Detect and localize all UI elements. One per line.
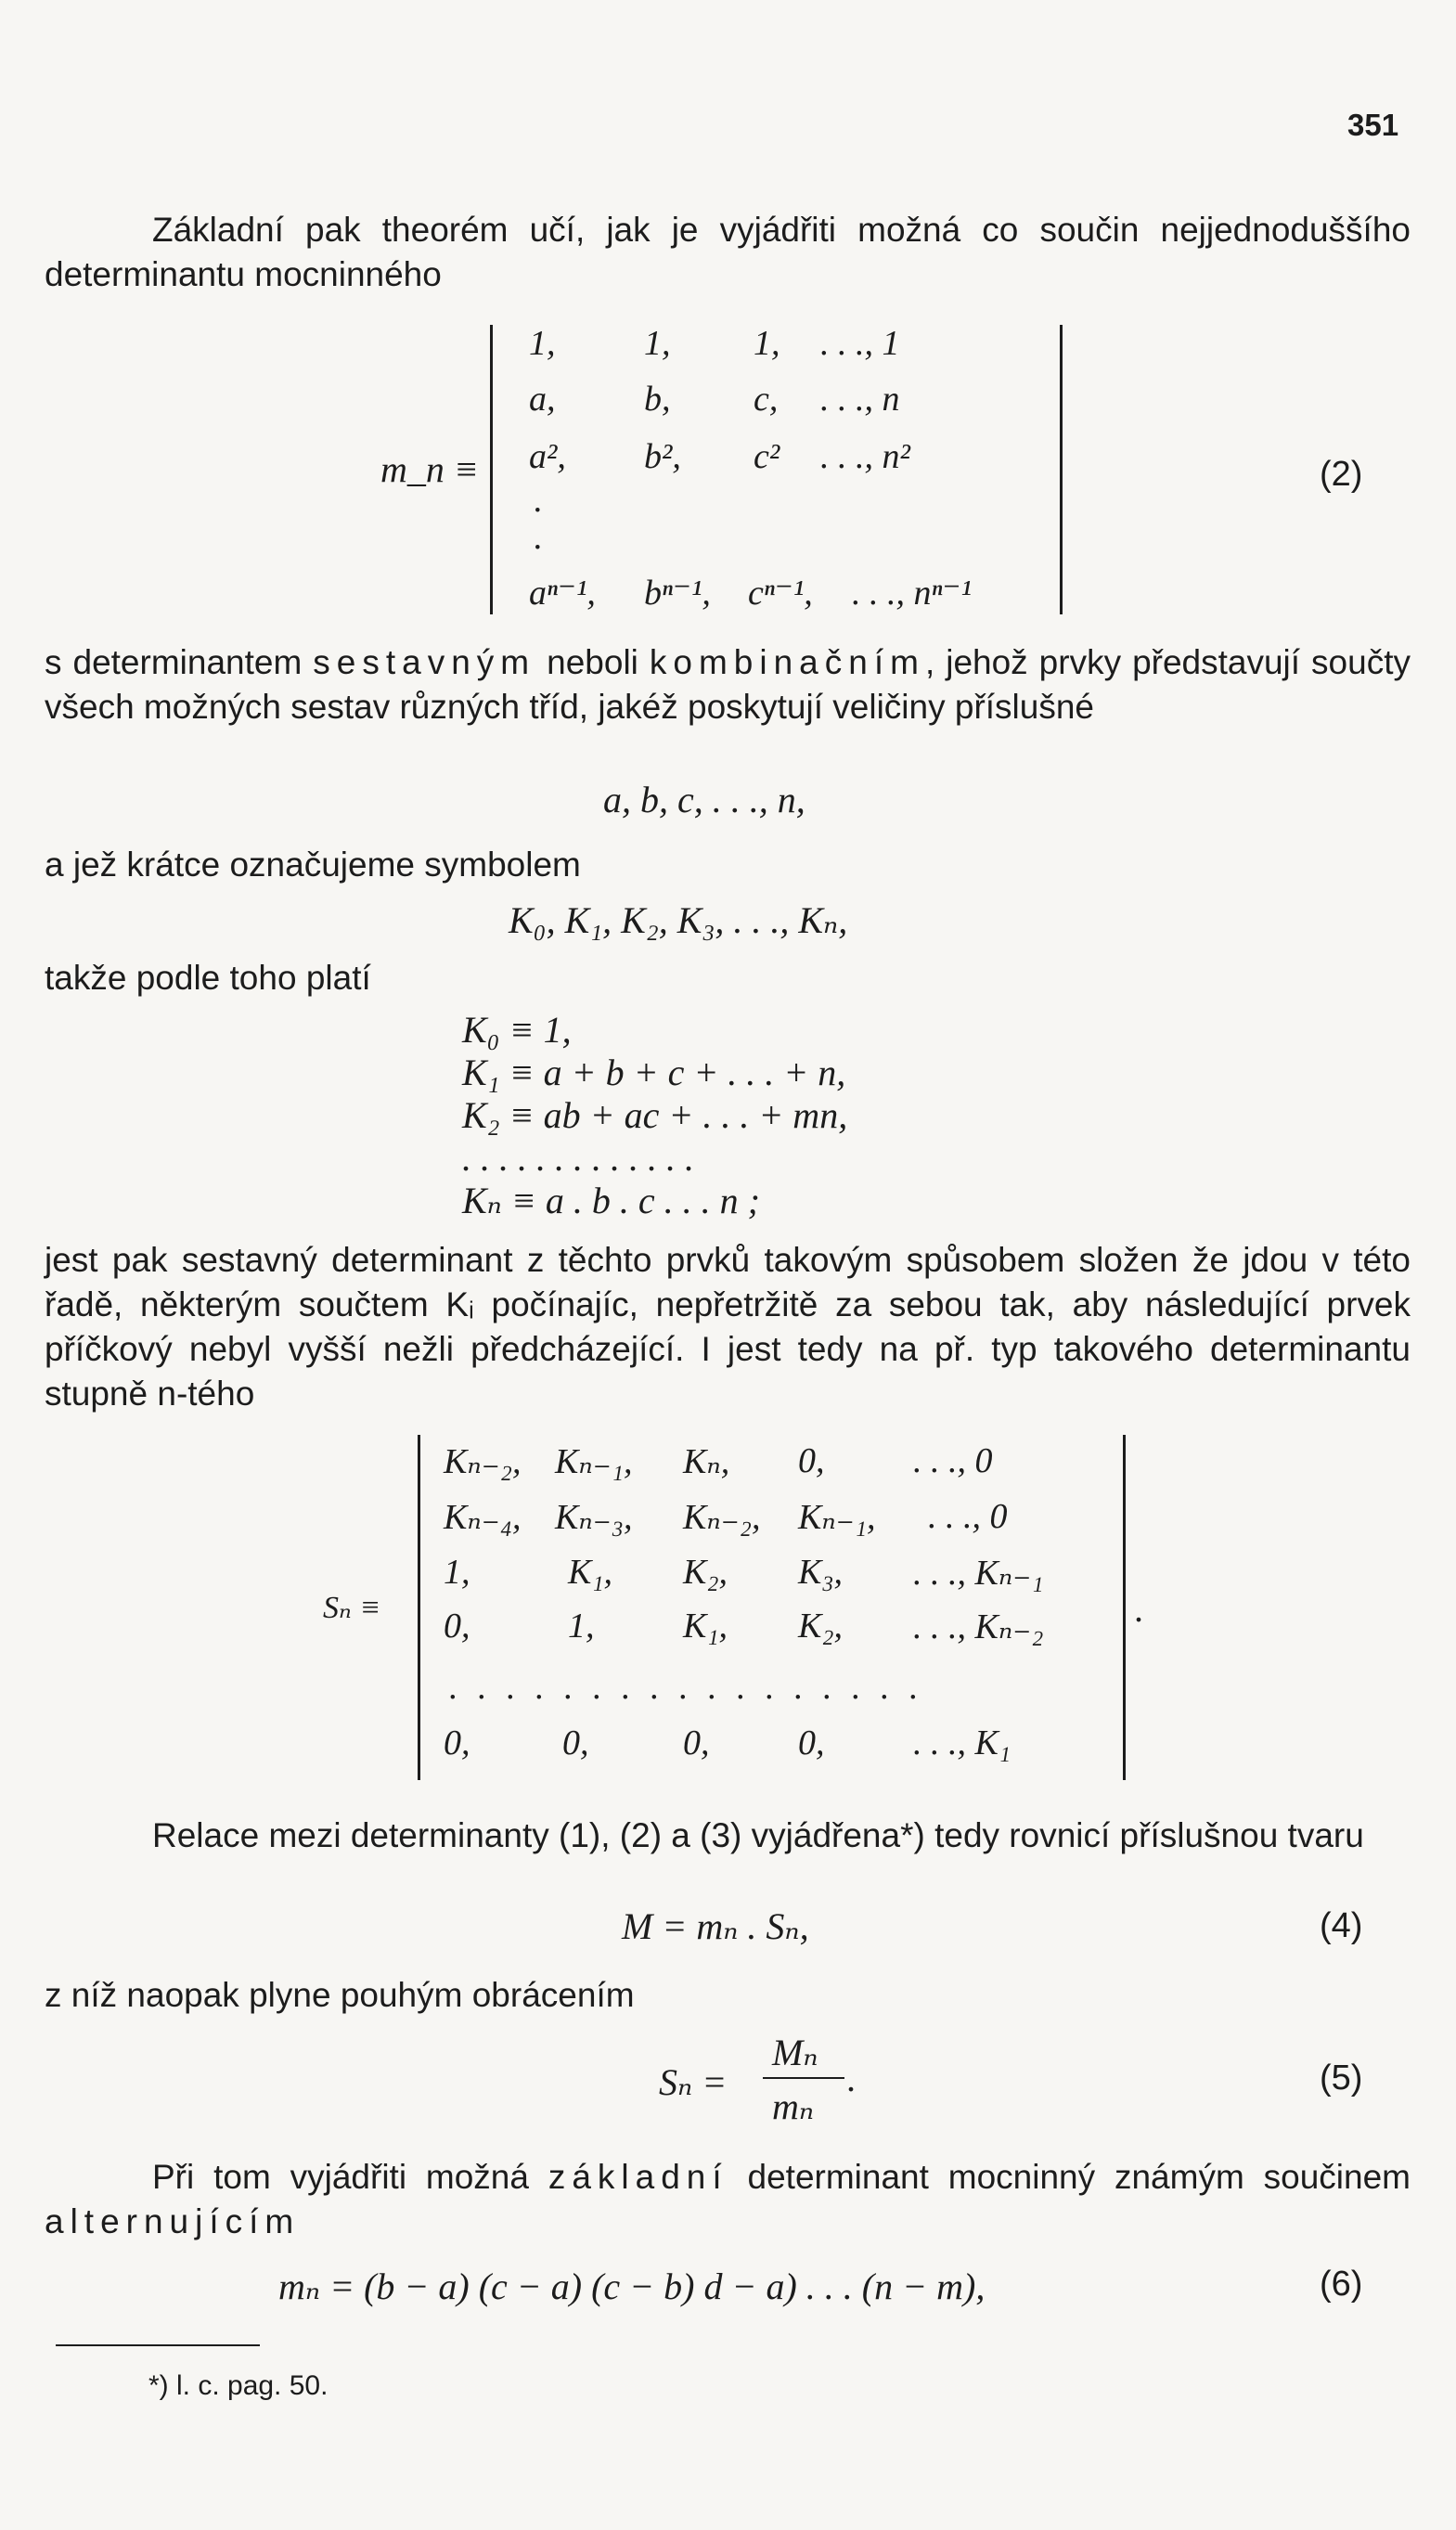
det-S-trailing-period: . [1134, 1588, 1143, 1630]
det-S-cell: . . ., Kₙ₋₂ [913, 1607, 1044, 1646]
det-S-left-bar [418, 1435, 420, 1780]
det-m-left-bar [490, 325, 493, 614]
paragraph-takze: takže podle toho platí [45, 959, 371, 997]
eq5-numerator: Mₙ [772, 2032, 818, 2073]
det-S-cell: K₁, [683, 1607, 728, 1646]
det-S-cell: Kₙ, [683, 1442, 730, 1481]
det-m-lhs: m_n ≡ [380, 448, 479, 490]
footnote-rule [56, 2344, 260, 2346]
det-m-cell: bⁿ⁻¹, [644, 574, 711, 613]
det-S-cell: K₂, [798, 1607, 844, 1646]
det-S-cell: Kₙ₋₂, [683, 1498, 761, 1537]
K-def-2: K₂ ≡ ab + ac + . . . + mn, [462, 1094, 848, 1136]
det-S-cell: 0, [562, 1723, 589, 1762]
paragraph-obracenim: z níž naopak plyne pouhým obrácením [45, 1976, 635, 2014]
equation-number-4: (4) [1320, 1906, 1363, 1945]
det-S-cell: . . ., 0 [913, 1441, 993, 1480]
det-m-cell: a², [529, 437, 566, 476]
K-def-1: K₁ ≡ a + b + c + . . . + n, [462, 1052, 846, 1093]
det-m-vdot: · [533, 528, 542, 567]
det-m-cell: . . ., 1 [820, 324, 900, 363]
det-S-cell: 0, [444, 1607, 470, 1646]
eq5-denominator: mₙ [772, 2085, 815, 2127]
det-m-cell: 1, [644, 324, 671, 363]
det-m-cell: 1, [529, 324, 556, 363]
para8-text-a: Při tom vyjádřiti možná [152, 2158, 548, 2196]
paragraph-symbol: a jež krátce označujeme symbolem [45, 845, 581, 884]
det-m-cell: . . ., n² [820, 437, 910, 476]
para2-spaced-sestavnym: sestavným [313, 643, 536, 681]
det-m-right-bar [1060, 325, 1063, 614]
det-m-cell: b², [644, 437, 681, 476]
equation-number-5: (5) [1320, 2059, 1363, 2098]
eq5-trailing-period: . [846, 2058, 856, 2099]
equation-number-6: (6) [1320, 2265, 1363, 2304]
det-S-cell: K₃, [798, 1553, 844, 1592]
det-S-lhs: Sₙ ≡ [323, 1591, 381, 1625]
det-S-right-bar [1123, 1435, 1126, 1780]
det-m-cell: cⁿ⁻¹, [748, 574, 813, 613]
variables-list: a, b, c, . . ., n, [603, 779, 805, 820]
det-S-cell: 0, [444, 1723, 470, 1762]
det-S-cell: . . ., K₁ [913, 1723, 1011, 1762]
det-S-cell: K₁, [568, 1553, 613, 1592]
eq5-lhs: Sₙ = [659, 2061, 728, 2103]
det-m-cell: c² [754, 437, 780, 476]
det-S-cell: Kₙ₋₁, [798, 1498, 876, 1537]
det-S-cell: Kₙ₋₄, [444, 1498, 522, 1537]
equation-4: M = mₙ . Sₙ, [622, 1905, 809, 1947]
det-S-cell: 1, [568, 1607, 595, 1646]
det-m-cell: 1, [754, 324, 780, 363]
det-S-cell: 0, [683, 1723, 710, 1762]
det-S-cell: K₂, [683, 1553, 728, 1592]
det-S-cell: Kₙ₋₂, [444, 1442, 522, 1481]
para8-spaced-alternujicim: alternujícím [45, 2202, 301, 2240]
paragraph-sestavny [45, 640, 1411, 729]
symbol-list-K: K₀, K₁, K₂, K₃, . . ., Kₙ, [509, 899, 848, 941]
paragraph-intro: Základní pak theorém učí, jak je vyjádřiti možná co součin nejjednoduššího determinantu mocninného [45, 211, 1411, 293]
equation-number-2: (2) [1320, 455, 1363, 494]
det-m-cell: a, [529, 380, 556, 419]
footnote: *) l. c. pag. 50. [148, 2370, 329, 2401]
det-m-vdot: · [533, 491, 542, 530]
det-S-cell: Kₙ₋₁, [555, 1442, 633, 1481]
K-def-0: K₀ ≡ 1, [462, 1009, 572, 1051]
para8-spaced-zakladni: základní [548, 2158, 728, 2196]
det-S-cell: Kₙ₋₃, [555, 1498, 633, 1537]
K-def-dots: . . . . . . . . . . . . . [462, 1137, 694, 1179]
det-m-cell: c, [754, 380, 779, 419]
para2-text-a: s determinantem [45, 643, 314, 681]
det-S-cell: . . ., Kₙ₋₁ [913, 1554, 1044, 1593]
page-number: 351 [1347, 108, 1399, 142]
det-m-cell: . . ., nⁿ⁻¹ [852, 574, 972, 613]
paragraph-alternujicim [45, 2155, 1411, 2244]
det-S-cell: . . ., 0 [928, 1497, 1008, 1536]
equation-6: mₙ = (b − a) (c − a) (c − b) d − a) . . . (n − m), [278, 2265, 986, 2307]
det-S-cell: 0, [798, 1723, 825, 1762]
para2-spaced-kombinacnim: kombinačním [649, 643, 925, 681]
K-def-n: Kₙ ≡ a . b . c . . . n ; [462, 1180, 760, 1221]
det-m-cell: aⁿ⁻¹, [529, 574, 596, 613]
eq5-fraction-bar [763, 2077, 844, 2079]
paragraph-sestavny-determinant: jest pak sestavný determinant z těchto prvků takovým spůsobem složen že jdou v této řadě, některým součtem Kᵢ počínajíc, nepřetržitě za sebou tak, aby následující prvek příčkový nebyl vyšší nežli předcházející. I jest tedy na př. typ takového determinantu stupně n-tého [45, 1241, 1411, 1413]
para2-text-b: neboli [535, 643, 650, 681]
para2-text-c: , jehož prvky představují součty všech možných sestav různých tříd, jakéž poskytují veličiny příslušné [45, 643, 1411, 726]
det-S-dots-row: . . . . . . . . . . . . . . . . . [449, 1668, 924, 1707]
det-m-cell: . . ., n [820, 380, 900, 419]
para8-text-b: determinant mocninný známým součinem [728, 2158, 1411, 2196]
det-S-cell: 0, [798, 1441, 825, 1480]
paragraph-relace: Relace mezi determinanty (1), (2) a (3) vyjádřena*) tedy rovnicí příslušnou tvaru [152, 1816, 1364, 1854]
det-S-cell: 1, [444, 1553, 470, 1592]
det-m-cell: b, [644, 380, 671, 419]
